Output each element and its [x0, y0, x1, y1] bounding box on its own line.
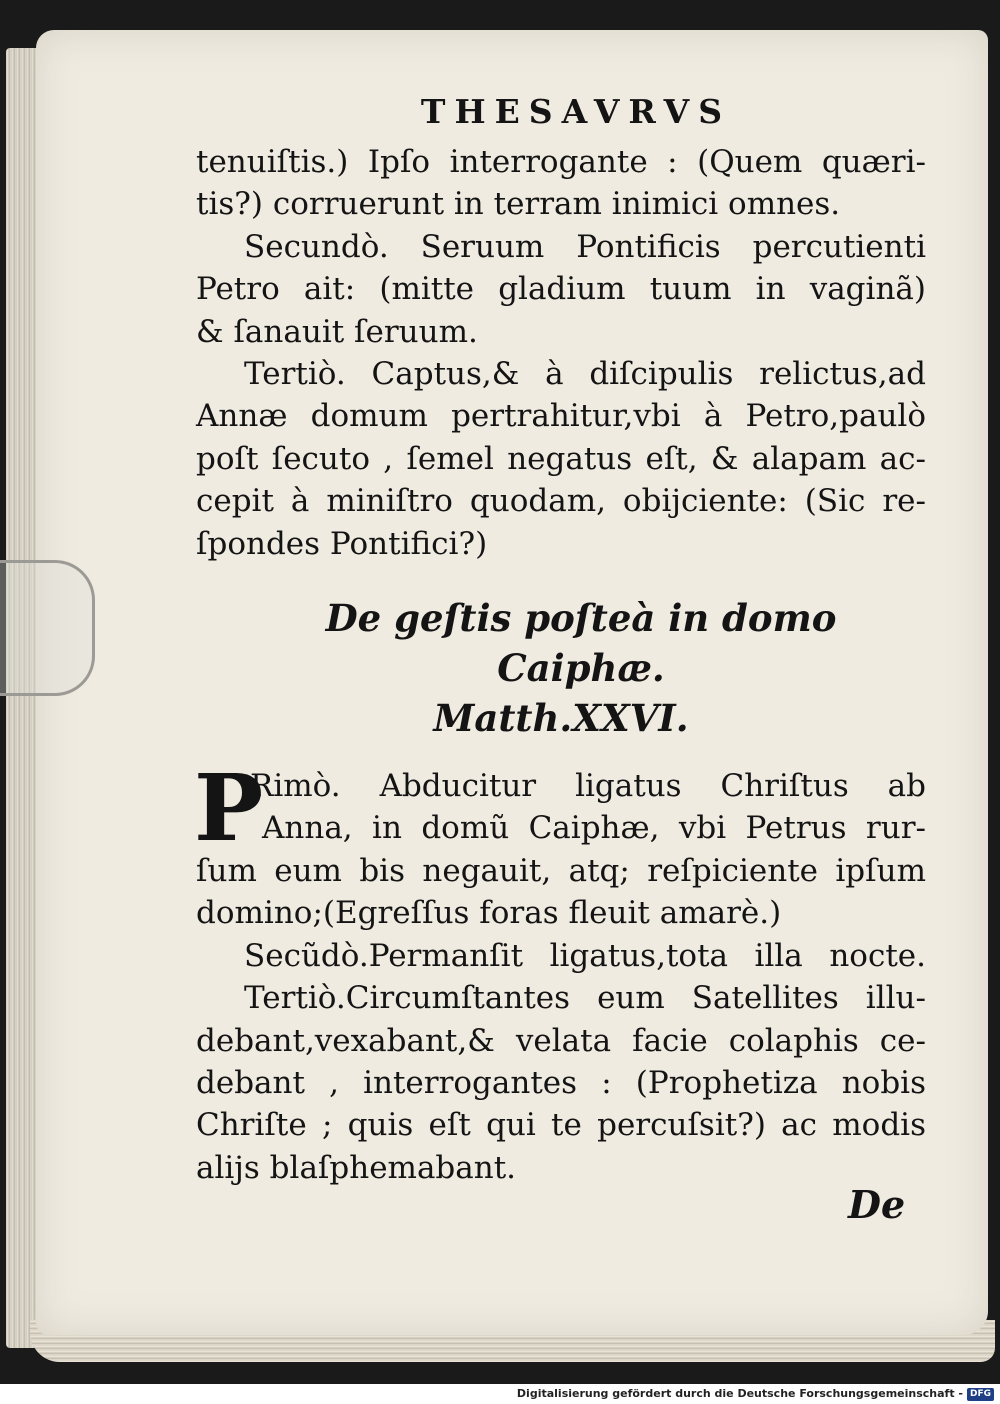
text-line: Secũdò.Permanſit ligatus,tota illa nocte. [244, 937, 926, 974]
text-line: Annæ domum pertrahitur,vbi à Petro,paulò [196, 398, 926, 435]
text-line: poſt ſecuto , ſemel negatus eſt, & alapam ac- [196, 440, 926, 477]
text-line: Tertiò. Captus,& à diſcipulis relictus,ad [244, 356, 926, 393]
dfg-logo: DFG [967, 1388, 994, 1401]
text-line: cepit à miniſtro quodam, obijciente: (Sic re- [196, 483, 926, 520]
text-line: Chriſte ; quis eſt qui te percuſsit?) ac modis [196, 1107, 926, 1144]
page-text [196, 92, 926, 1189]
digitization-footer [0, 1386, 994, 1404]
text-line: tenuiſtis.) Ipſo interrogante : (Quem quæri- [196, 144, 926, 180]
text-line: debant , interrogantes : (Prophetiza nobis [196, 1064, 926, 1101]
drop-capital: P [194, 754, 264, 863]
footer-text: Digitalisierung gefördert durch die Deutsche Forschungsgemeinschaft - [516, 1387, 963, 1400]
catchword: De [848, 1182, 906, 1227]
text-line: & ſanauit ſeruum. [196, 313, 478, 350]
text-line: alijs blaſphemabant. [196, 1149, 517, 1186]
text-line: ſum eum bis negauit, atq; reſpiciente ipſum [196, 852, 926, 889]
section-heading-reference: Matth.XXVI. [433, 696, 689, 741]
paragraph-with-dropcap [194, 754, 926, 1189]
text-line: debant,vexabant,& velata facie colaphis ce- [196, 1022, 926, 1059]
text-line: domino;(Egreſſus foras fleuit amarè.) [196, 895, 782, 932]
text-line: Anna, in domũ Caiphæ, vbi Petrus rur- [262, 810, 926, 847]
text-line: ſpondes Pontifici?) [196, 525, 488, 562]
section-heading: De geſtis poſteà in domo Caiphæ. [325, 596, 837, 691]
text-line: Rimò. Abducitur ligatus Chriſtus ab [250, 768, 926, 805]
text-line: Petro ait: (mitte gladium tuum in vaginã) [196, 271, 926, 308]
text-line: Tertiò.Circumſtantes eum Satellites illu- [244, 980, 926, 1017]
running-head: THESAVRVS [420, 92, 732, 131]
book-clasp [0, 560, 95, 696]
text-line: tis?) corruerunt in terram inimici omnes. [196, 186, 841, 223]
text-line: Secundò. Seruum Pontificis percutienti [244, 228, 926, 265]
